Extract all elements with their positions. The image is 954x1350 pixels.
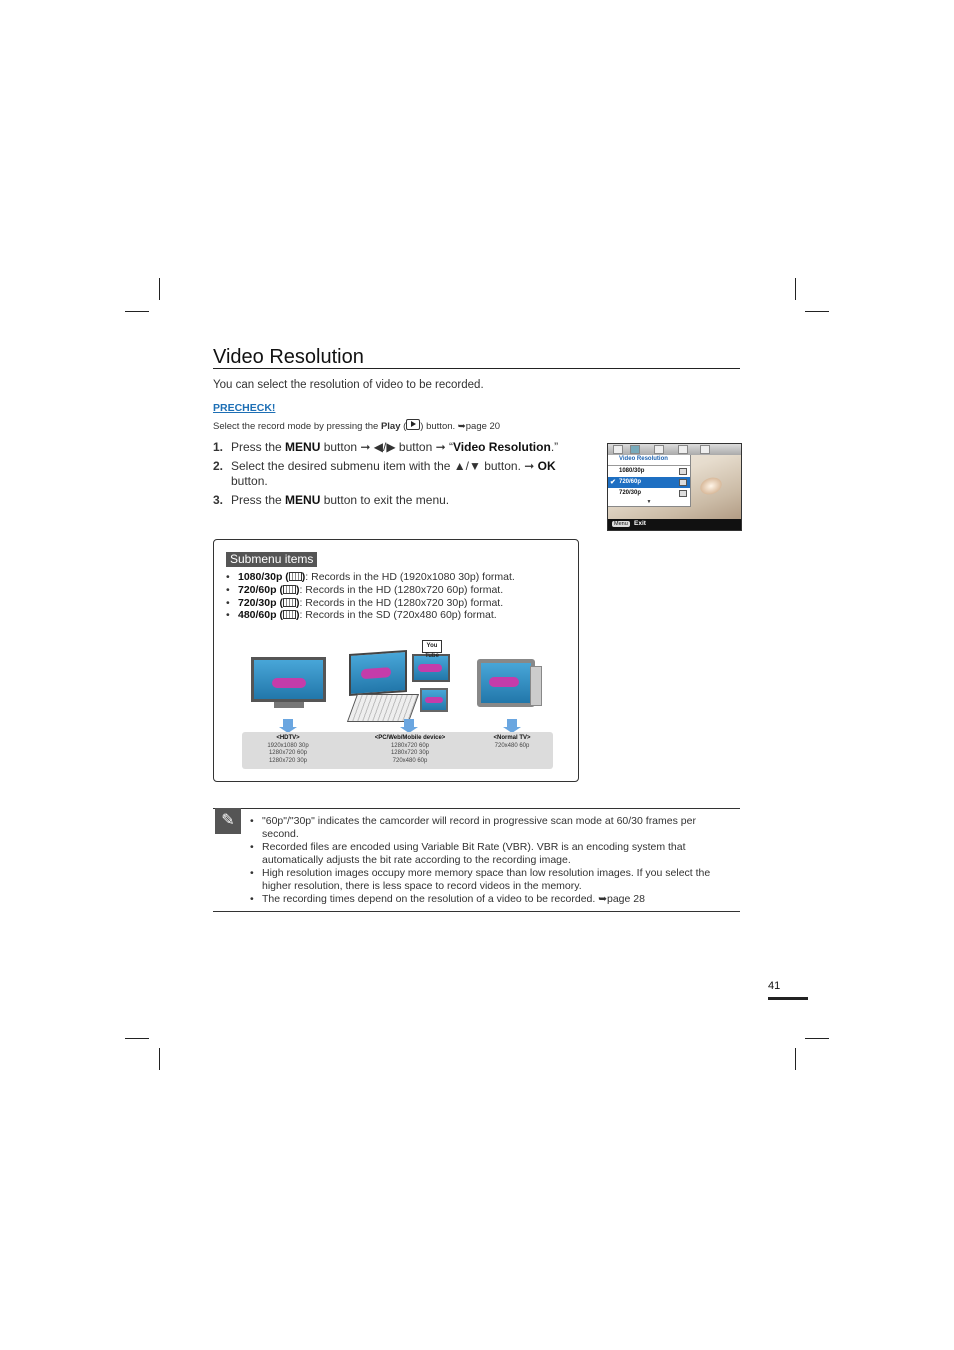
- menu-item: 720/30p: [608, 488, 690, 499]
- precheck-heading: PRECHECK!: [213, 402, 276, 414]
- camera-menu-screenshot: [607, 443, 742, 531]
- resolution-icon: [283, 585, 296, 594]
- step-item: 1. Press the MENU button ➞ ◀/▶ button ➞ “Video Resolution.”: [213, 440, 559, 454]
- tool-tab-icon: [700, 445, 710, 454]
- check-icon: ✔: [610, 479, 616, 486]
- notes-list: [250, 815, 730, 906]
- step-item: 2. Select the desired submenu item with the ▲/▼ button. ➞ OK button.: [213, 459, 556, 488]
- card-tab-icon: [678, 445, 688, 454]
- submenu-item: • 720/30p ( ): Records in the HD (1280x720 30p) format.: [226, 597, 515, 610]
- note-item: • Recorded files are encoded using Variable Bit Rate (VBR). VBR is an encoding system that automatically adjusts the bit rate according to the recording image.: [250, 841, 730, 867]
- title-rule: [213, 368, 740, 369]
- menu-panel: [608, 455, 691, 507]
- note-item: • The recording times depend on the resolution of a video to be recorded. ➥page 28: [250, 893, 730, 906]
- resolution-icon: [289, 572, 302, 581]
- submenu-list: [226, 571, 515, 622]
- submenu-item: • 480/60p ( ): Records in the SD (720x480 60p) format.: [226, 609, 515, 622]
- steps-list: [213, 440, 593, 512]
- arrow-down-icon: [507, 719, 517, 727]
- normal-tv-back: [530, 666, 542, 706]
- play-icon: [406, 419, 420, 430]
- hdtv-stand: [274, 702, 304, 708]
- resolution-icon: [679, 468, 687, 475]
- submenu-item: • 1080/30p ( ): Records in the HD (1920x1080 30p) format.: [226, 571, 515, 584]
- resolution-icon: [283, 610, 296, 619]
- note-item: • "60p"/"30p" indicates the camcorder will record in progressive scan mode at 60/30 frames per second.: [250, 815, 730, 841]
- note-icon: ✎: [215, 808, 241, 834]
- crop-mark: [795, 1048, 796, 1070]
- scroll-down-icon: ▼: [646, 499, 652, 505]
- video-tab-icon: [630, 445, 640, 454]
- crop-mark: [795, 278, 796, 300]
- crop-mark: [805, 1038, 829, 1039]
- resolution-icon: [679, 479, 687, 486]
- mobile-device-image: [420, 688, 448, 712]
- normal-tv-image: [477, 659, 535, 707]
- notes-top-rule: [213, 808, 740, 809]
- device-spec: <PC/Web/Mobile device> 1280x720 60p 1280x720 30p 720x480 60p: [374, 735, 446, 764]
- submenu-title: Submenu items: [226, 552, 317, 567]
- step-item: 3. Press the MENU button to exit the menu.: [213, 493, 450, 507]
- exit-label: Exit: [634, 520, 646, 527]
- menu-tabs: [608, 444, 741, 455]
- crop-mark: [125, 1038, 149, 1039]
- precheck-text: Select the record mode by pressing the Play ( ) button. ➥page 20: [213, 421, 501, 432]
- page-number: 41: [768, 980, 781, 992]
- notes-bottom-rule: [213, 911, 740, 912]
- laptop-keyboard: [347, 694, 419, 722]
- intro-text: You can select the resolution of video to be recorded.: [213, 379, 484, 391]
- crop-mark: [125, 311, 149, 312]
- submenu-item: • 720/60p ( ): Records in the HD (1280x720 60p) format.: [226, 584, 515, 597]
- menu-heading: Video Resolution: [608, 455, 690, 466]
- crop-mark: [159, 1048, 160, 1070]
- crop-mark: [805, 311, 829, 312]
- hdtv-image: [251, 657, 326, 702]
- device-spec: <Normal TV> 720x480 60p: [493, 735, 531, 749]
- menu-item-selected: ✔ 720/60p: [608, 477, 690, 488]
- resolution-icon: [679, 490, 687, 497]
- grid-tab-icon: [654, 445, 664, 454]
- menu-key-label: Menu: [614, 521, 628, 527]
- resolution-icon: [283, 598, 296, 607]
- laptop-image: [349, 650, 407, 696]
- crop-mark: [159, 278, 160, 300]
- arrow-down-icon: [404, 719, 414, 727]
- page-title: Video Resolution: [213, 346, 364, 368]
- note-item: • High resolution images occupy more memory space than low resolution images. If you select the higher resolution, there is less space to record videos in the memory.: [250, 867, 730, 893]
- menu-item: 1080/30p: [608, 466, 690, 477]
- youtube-logo: You Tube: [422, 640, 442, 653]
- menu-footer: [608, 519, 741, 530]
- page-number-rule: [768, 997, 808, 1000]
- settings-icon: [613, 445, 623, 454]
- device-spec: <HDTV> 1920x1080 30p 1280x720 60p 1280x720 30p: [267, 735, 309, 764]
- arrow-down-icon: [283, 719, 293, 727]
